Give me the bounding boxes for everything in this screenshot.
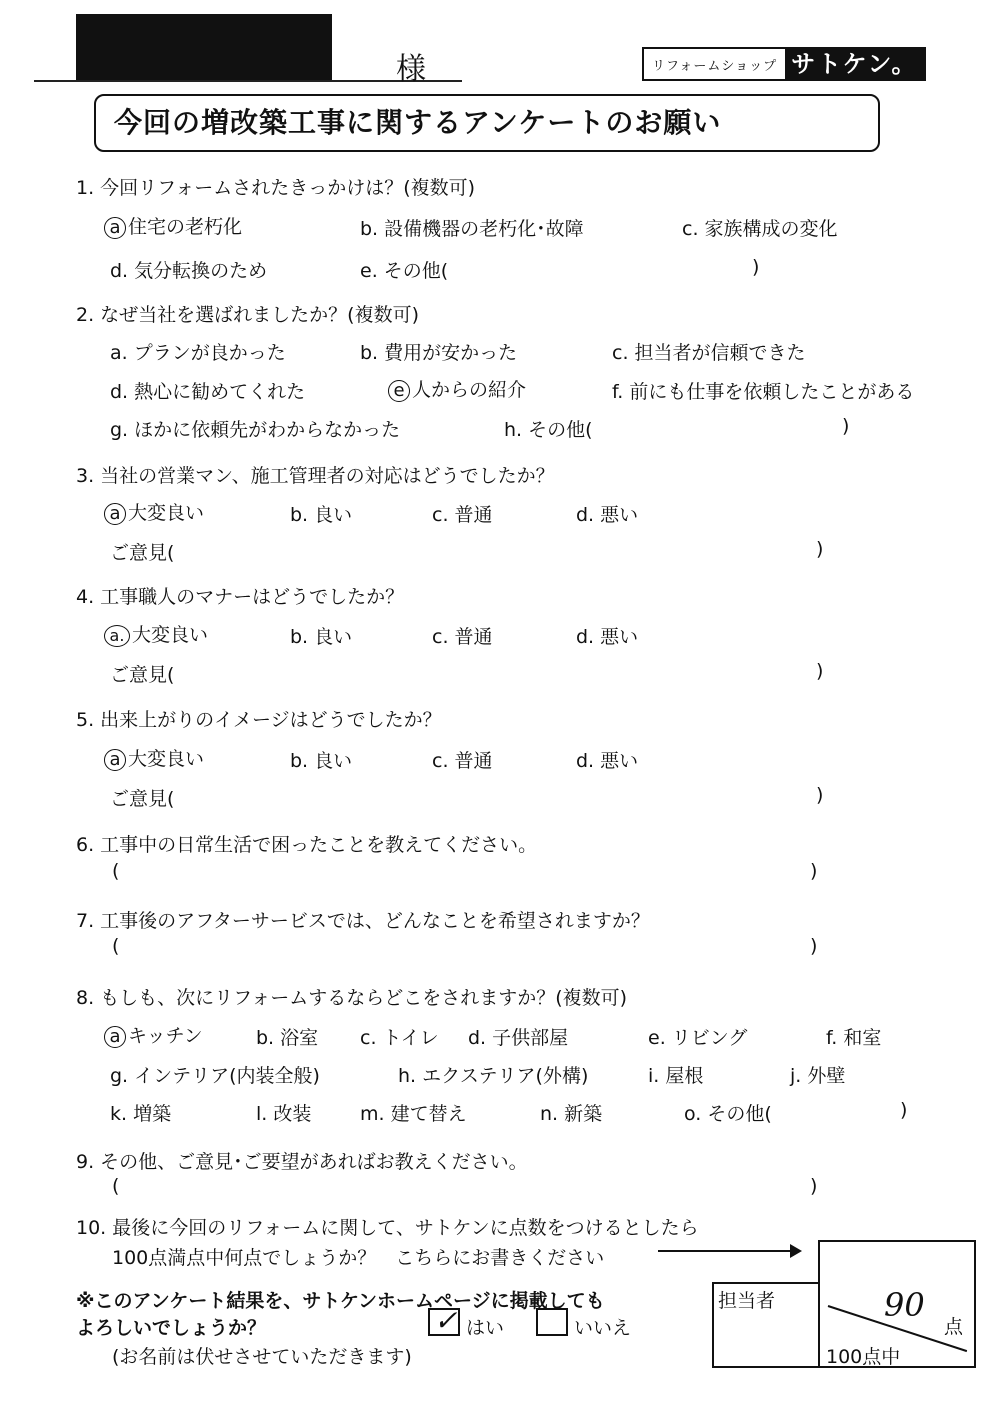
logo-subtitle: リフォームショップ: [652, 58, 778, 74]
q8-option-c[interactable]: c. トイレ: [360, 1027, 439, 1049]
q8-option-j[interactable]: j. 外壁: [790, 1065, 846, 1087]
page-title: 今回の増改築工事に関するアンケートのお願い: [114, 106, 722, 139]
q2-option-a[interactable]: a. プランが良かった: [110, 342, 286, 364]
q2-option-g[interactable]: g. ほかに依頼先がわからなかった: [110, 419, 401, 441]
staff-label: 担当者: [718, 1290, 776, 1312]
q1-option-e[interactable]: e. その他(: [360, 260, 449, 282]
q3-option-d[interactable]: d. 悪い: [576, 504, 639, 526]
consent-line2: よろしいでしょうか？: [76, 1317, 267, 1339]
q4-a-label: 大変良い: [132, 624, 209, 646]
q9-close-paren: ): [810, 1175, 818, 1197]
q8-option-a[interactable]: [104, 1021, 203, 1048]
q1-option-c[interactable]: c. 家族構成の変化: [682, 218, 838, 240]
q6-open-paren[interactable]: (: [112, 860, 120, 882]
q1-option-a[interactable]: [104, 212, 242, 239]
q5-option-d[interactable]: d. 悪い: [576, 750, 639, 772]
q7-close-paren: ): [810, 935, 818, 957]
q4-question: 4. 工事職人のマナーはどうでしたか？: [76, 586, 405, 608]
q2-option-d[interactable]: d. 熱心に勧めてくれた: [110, 381, 306, 403]
consent-no-checkbox[interactable]: [536, 1308, 568, 1336]
q2-option-e[interactable]: [388, 375, 526, 402]
q8-option-e[interactable]: e. リビング: [648, 1027, 748, 1049]
q2-e-circle-mark: e: [388, 380, 410, 402]
q8-option-i[interactable]: i. 屋根: [648, 1065, 704, 1087]
title-box: [94, 94, 880, 152]
q5-a-label: 大変良い: [128, 748, 205, 770]
q6-question: 6. 工事中の日常生活で困ったことを教えてください。: [76, 834, 538, 856]
q2-option-h[interactable]: h. その他(: [504, 419, 593, 441]
q3-option-a[interactable]: [104, 498, 204, 525]
q8-a-circle-mark: a: [104, 1026, 126, 1048]
q7-question: 7. 工事後のアフターサービスでは、どんなことを希望されますか？: [76, 910, 650, 932]
q4-option-a[interactable]: [104, 620, 208, 647]
consent-line1: ※このアンケート結果を、サトケンホームページに掲載しても: [76, 1290, 605, 1312]
q4-option-d[interactable]: d. 悪い: [576, 626, 639, 648]
q3-option-b[interactable]: b. 良い: [290, 504, 353, 526]
consent-yes-checkbox[interactable]: [428, 1304, 460, 1337]
q8-option-k[interactable]: k. 増築: [110, 1103, 172, 1125]
q3-close-paren: ): [816, 538, 824, 560]
score-unit: 点: [944, 1316, 964, 1338]
q2-close-paren: ): [842, 415, 850, 437]
q5-option-a[interactable]: [104, 744, 204, 771]
q1-a-label: 住宅の老朽化: [128, 216, 243, 238]
q10-question-line2: 100点満点中何点でしょうか？ こちらにお書きください: [112, 1247, 605, 1269]
q1-question: 1. 今回リフォームされたきっかけは？(複数可): [76, 177, 476, 199]
q3-a-circle-mark: a: [104, 503, 126, 525]
score-value: 90: [884, 1286, 925, 1324]
consent-no-label: いいえ: [574, 1317, 632, 1339]
q5-opinion-label[interactable]: ご意見(: [110, 788, 175, 810]
check-mark-icon: ✓: [434, 1304, 458, 1337]
q9-open-paren[interactable]: (: [112, 1175, 120, 1197]
score-out-of: 100点中: [826, 1346, 901, 1368]
q3-a-label: 大変良い: [128, 502, 205, 524]
q8-option-d[interactable]: d. 子供部屋: [468, 1027, 569, 1049]
q8-option-f[interactable]: f. 和室: [826, 1027, 882, 1049]
q4-option-b[interactable]: b. 良い: [290, 626, 353, 648]
arrow-right-icon: [658, 1250, 798, 1252]
q8-question: 8. もしも、次にリフォームするならどこをされますか？(複数可): [76, 987, 628, 1009]
q10-question-line1: 10. 最後に今回のリフォームに関して、サトケンに点数をつけるとしたら: [76, 1217, 699, 1239]
company-logo: [642, 47, 926, 81]
q8-option-g[interactable]: g. インテリア(内装全般): [110, 1065, 320, 1087]
q4-opinion-label[interactable]: ご意見(: [110, 664, 175, 686]
consent-yes-label: はい: [466, 1317, 505, 1339]
q1-option-d[interactable]: d. 気分転換のため: [110, 260, 268, 282]
q8-option-n[interactable]: n. 新築: [540, 1103, 603, 1125]
logo-name: サトケン。: [785, 49, 923, 79]
q4-close-paren: ): [816, 660, 824, 682]
q3-option-c[interactable]: c. 普通: [432, 504, 493, 526]
redacted-customer-name: [76, 14, 332, 82]
q5-option-c[interactable]: c. 普通: [432, 750, 493, 772]
q2-e-label: 人からの紹介: [412, 379, 527, 401]
q2-option-c[interactable]: c. 担当者が信頼できた: [612, 342, 806, 364]
q4-a-circle-mark: a.: [104, 625, 130, 647]
q5-close-paren: ): [816, 784, 824, 806]
q2-option-b[interactable]: b. 費用が安かった: [360, 342, 518, 364]
q6-close-paren: ): [810, 860, 818, 882]
q8-option-m[interactable]: m. 建て替え: [360, 1103, 467, 1125]
q8-option-o[interactable]: o. その他(: [684, 1103, 772, 1125]
q2-question: 2. なぜ当社を選ばれましたか？(複数可): [76, 304, 419, 326]
honorific-sama: 様: [396, 52, 426, 87]
consent-note: (お名前は伏せさせていただきます): [112, 1346, 412, 1368]
q5-option-b[interactable]: b. 良い: [290, 750, 353, 772]
q8-a-label: キッチン: [128, 1025, 203, 1047]
q8-close-paren: ): [900, 1099, 908, 1121]
q2-option-f[interactable]: f. 前にも仕事を依頼したことがある: [612, 381, 915, 403]
q3-question: 3. 当社の営業マン、施工管理者の対応はどうでしたか？: [76, 465, 555, 487]
q1-close-paren: ): [752, 256, 760, 278]
q8-option-l[interactable]: l. 改装: [256, 1103, 312, 1125]
q9-question: 9. その他、ご意見･ご要望があればお教えください。: [76, 1151, 528, 1173]
q4-option-c[interactable]: c. 普通: [432, 626, 493, 648]
q5-a-circle-mark: a: [104, 749, 126, 771]
q8-option-h[interactable]: h. エクステリア(外構): [398, 1065, 589, 1087]
q1-option-b[interactable]: b. 設備機器の老朽化･故障: [360, 218, 584, 240]
q3-opinion-label[interactable]: ご意見(: [110, 542, 175, 564]
q7-open-paren[interactable]: (: [112, 935, 120, 957]
q8-option-b[interactable]: b. 浴室: [256, 1027, 319, 1049]
q1-a-circle-mark: a: [104, 217, 126, 239]
q5-question: 5. 出来上がりのイメージはどうでしたか？: [76, 709, 442, 731]
